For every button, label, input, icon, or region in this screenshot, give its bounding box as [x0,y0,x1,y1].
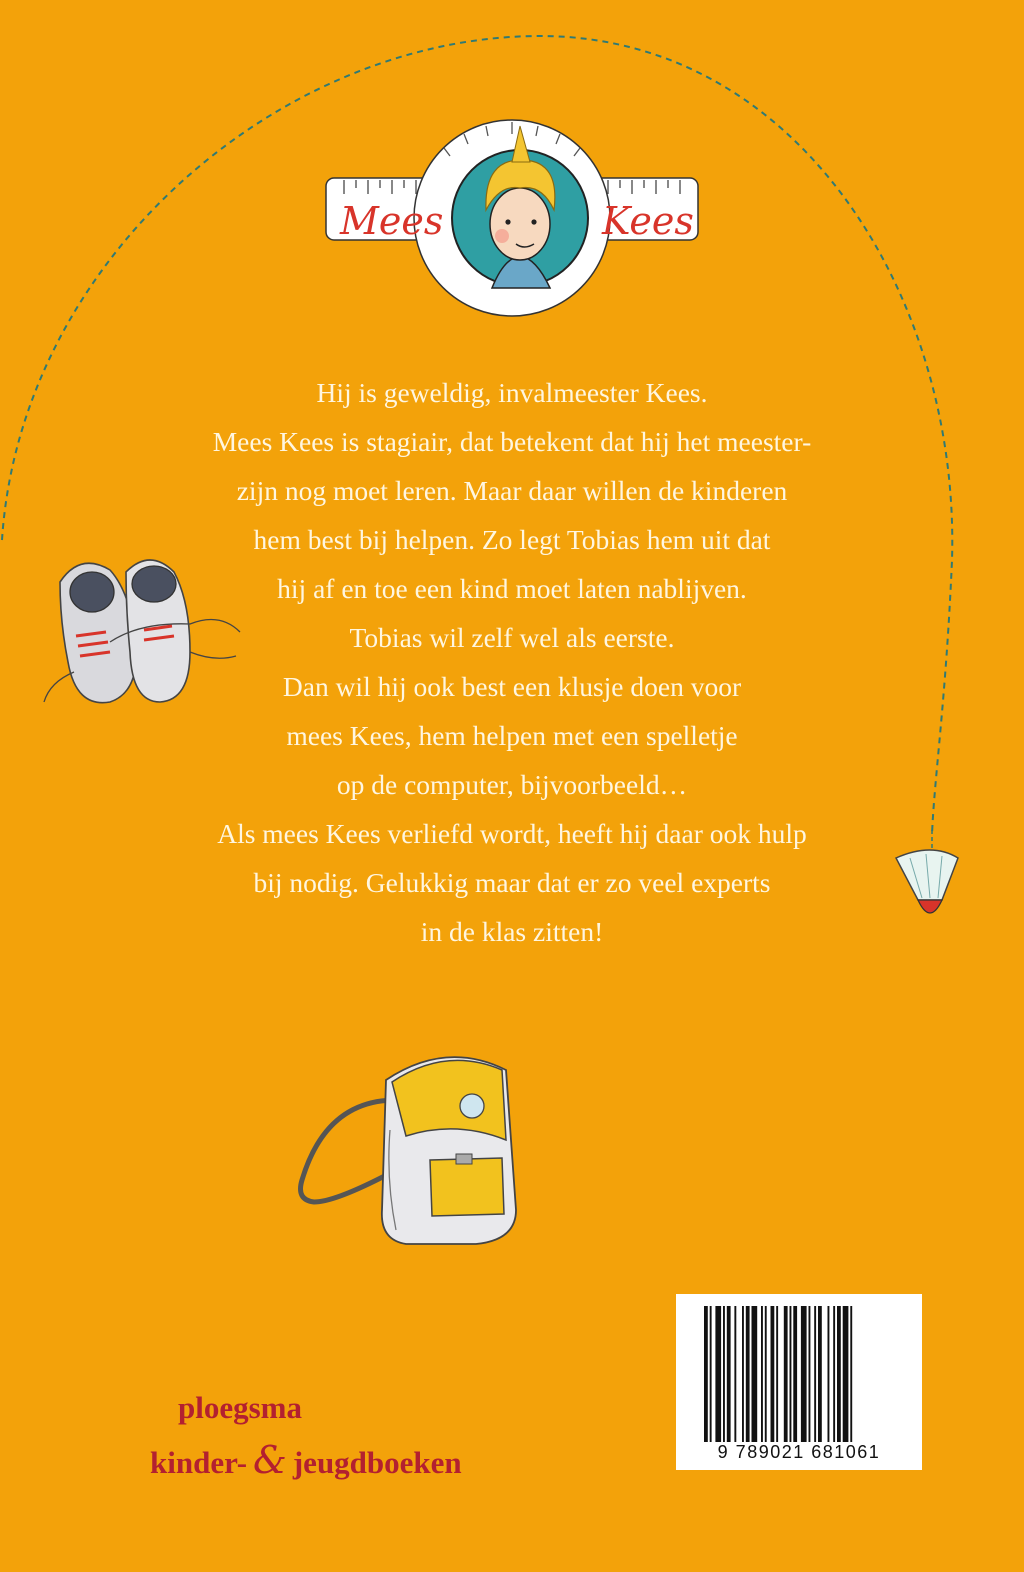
barcode-bar [765,1306,767,1442]
blurb-line: op de computer, bijvoorbeeld… [336,769,688,800]
barcode-bar [776,1306,778,1442]
mees-kees-logo [324,118,700,328]
shuttlecock-illustration [886,830,966,930]
barcode-bar [850,1306,852,1442]
blurb-line: Mees Kees is stagiair, dat betekent dat hij het meester- [212,426,812,457]
barcode-bar [715,1306,721,1442]
barcode-bar [723,1306,725,1442]
isbn-number: 9 789021 681061 [717,1442,881,1462]
logo-right-text: Kees [602,199,694,243]
barcode-bar [727,1306,731,1442]
barcode-bar [801,1306,807,1442]
barcode-bar [752,1306,758,1442]
blurb-line: Dan wil hij ook best een klusje doen voor [282,671,742,702]
barcode-bar [837,1306,841,1442]
barcode-bar [818,1306,822,1442]
barcode-bar [793,1306,797,1442]
blurb-line: zijn nog moet leren. Maar daar willen de kinderen [236,475,788,506]
publisher-imprint [150,1438,462,1482]
barcode-bar [761,1306,763,1442]
blurb-line: Hij is geweldig, invalmeester Kees. [316,377,708,408]
sneakers-illustration [40,552,250,722]
barcode [676,1294,922,1470]
barcode-bar [790,1306,792,1442]
backpack-illustration [296,1040,546,1250]
barcode-bar [784,1306,788,1442]
blurb-line: mees Kees, hem helpen met een spelletje [286,720,738,751]
blurb-line: Tobias wil zelf wel als eerste. [349,622,675,653]
barcode-bar [809,1306,811,1442]
barcode-bar [742,1306,744,1442]
blurb-line: bij nodig. Gelukkig maar dat er zo veel experts [253,867,771,898]
barcode-bars [704,1306,894,1442]
imprint-ampersand: & [253,1438,287,1482]
barcode-bar [843,1306,849,1442]
barcode-bar [746,1306,750,1442]
logo-left-text: Mees [340,199,444,243]
barcode-bar [771,1306,775,1442]
barcode-bar [734,1306,736,1442]
barcode-bar [833,1306,835,1442]
barcode-bar [704,1306,708,1442]
imprint-right: jeugdboeken [292,1445,462,1480]
blurb-line: hij af en toe een kind moet laten nablijven. [277,573,747,604]
blurb-text [150,368,874,956]
imprint-left: kinder- [150,1445,248,1480]
blurb-line: Als mees Kees verliefd wordt, heeft hij daar ook hulp [217,818,807,849]
publisher-name: ploegsma [178,1390,302,1425]
blurb-line: in de klas zitten! [420,916,604,947]
barcode-bar [828,1306,830,1442]
blurb-line: hem best bij helpen. Zo legt Tobias hem uit dat [253,524,771,555]
barcode-bar [814,1306,816,1442]
barcode-bar [710,1306,712,1442]
